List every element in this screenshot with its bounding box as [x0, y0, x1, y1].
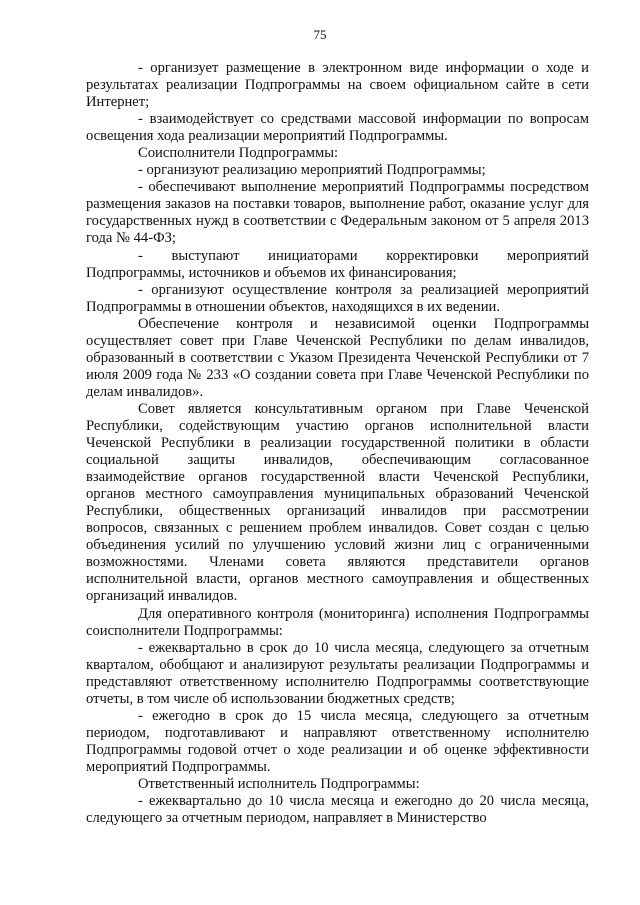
paragraph-website-info: - организует размещение в электронном виде информации о ходе и результатах реализации Подпрограммы на своем официальном сайте в сети Интернет; [86, 60, 589, 111]
paragraph-independent-evaluation: Обеспечение контроля и независимой оценки Подпрограммы осуществляет совет при Главе Чеченской Республики по делам инвалидов, образованный в соответствии с Указом Президента Чеченской Республики от 7 июля 2009 года № 233 «О создании совета при Главе Чеченской Республики по делам инвалидов». [86, 315, 589, 400]
paragraph-organize-implementation: - организуют реализацию мероприятий Подпрограммы; [138, 162, 486, 179]
paragraph-annual-report: - ежегодно в срок до 15 числа месяца, следующего за отчетным периодом, подготавливают и направляют ответственному исполнителю Подпрограммы годовой отчет о ходе реализации и об оценке эффективности мероприятий Подпрограммы. [86, 707, 589, 775]
paragraph-procurement: - обеспечивают выполнение мероприятий Подпрограммы посредством размещения заказов на поставки товаров, выполнение работ, оказание услуг для государственных нужд в соответствии с Федеральным законом от 5 апреля 2013 года № 44-ФЗ; [86, 179, 589, 247]
page-number: 75 [313, 27, 327, 42]
paragraph-ministry-submission: - ежеквартально до 10 числа месяца и ежегодно до 20 числа месяца, следующего за отчетным периодом, направляет в Министерство [86, 793, 589, 827]
paragraph-monitoring-heading: Для оперативного контроля (мониторинга) исполнения Подпрограммы соисполнители Подпрограммы: [86, 605, 589, 639]
paragraph-adjustment-initiators: - выступают инициаторами корректировки мероприятий Подпрограммы, источников и объемов их финансирования; [86, 247, 589, 281]
paragraph-co-executors-heading: Соисполнители Подпрограммы: [138, 145, 339, 162]
document-body [86, 60, 589, 827]
paragraph-quarterly-reports: - ежеквартально в срок до 10 числа месяца, следующего за отчетным кварталом, обобщают и анализируют результаты реализации Подпрограммы и представляют ответственному исполнителю Подпрограммы соответствующие отчеты, в том числе об использовании бюджетных средств; [86, 639, 589, 707]
paragraph-council-description: Совет является консультативным органом при Главе Чеченской Республики, содействующим участию органов исполнительной власти Чеченской Республики в реализации государственной политики в области социальной защиты инвалидов, обеспечивающим согласованное взаимодействие органов государственной власти Чеченской Республики, органов местного самоуправления муниципальных образований Чеченской Республики, общественных организаций инвалидов при рассмотрении вопросов, связанных с решением проблем инвалидов. Совет создан с целью объединения усилий по улучшению условий жизни лиц с ограниченными возможностями. Членами совета являются представители органов исполнительной власти, органов местного самоуправления и общественных организаций инвалидов. [86, 400, 589, 605]
paragraph-control-objects: - организуют осуществление контроля за реализацией мероприятий Подпрограммы в отношении объектов, находящихся в их ведении. [86, 281, 589, 315]
paragraph-responsible-executor-heading: Ответственный исполнитель Подпрограммы: [138, 775, 420, 792]
paragraph-media-interaction: - взаимодействует со средствами массовой информации по вопросам освещения хода реализации мероприятий Подпрограммы. [86, 111, 589, 145]
